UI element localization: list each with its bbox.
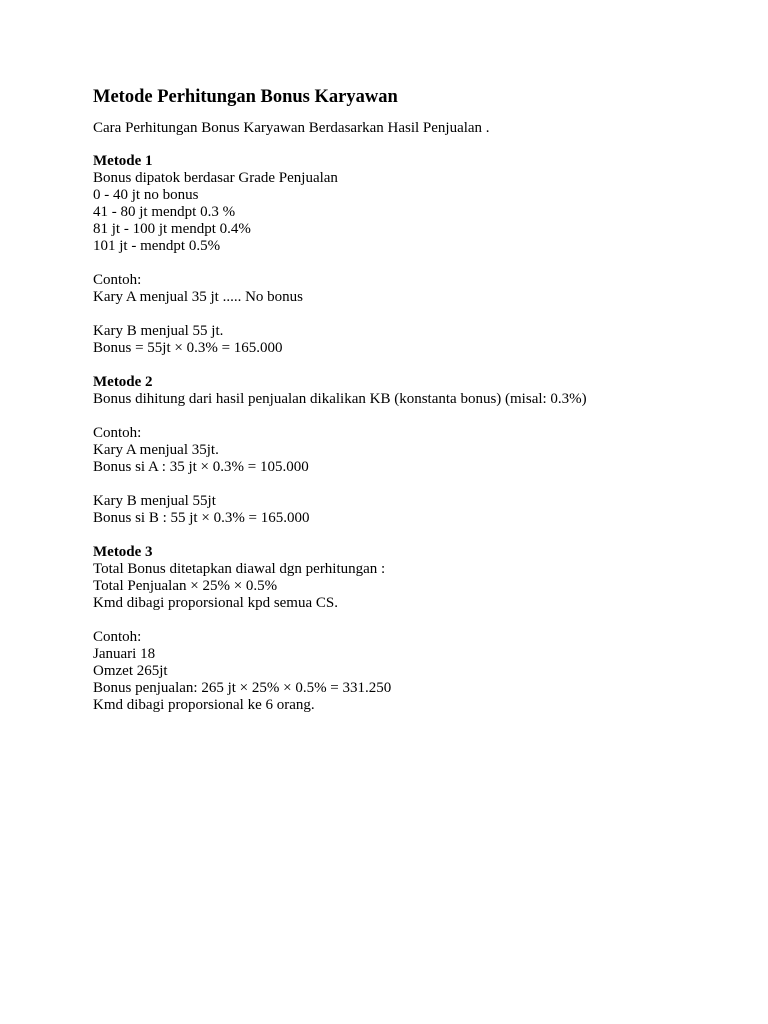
text-line: Kary B menjual 55jt [93,493,216,509]
text-line: Bonus penjualan: 265 jt × 25% × 0.5% = 331.250 [93,680,392,696]
text-line: Contoh: [93,425,142,441]
text-line: Contoh: [93,629,142,645]
text-line: 101 jt - mendpt 0.5% [93,238,221,254]
section-heading: Metode 3 [93,544,153,560]
text-line: 81 jt - 100 jt mendpt 0.4% [93,221,251,237]
text-line: Kary A menjual 35 jt ..... No bonus [93,289,303,305]
text-line: 0 - 40 jt no bonus [93,187,199,203]
text-line: Omzet 265jt [93,663,168,679]
text-block [93,170,733,255]
document-title: Metode Perhitungan Bonus Karyawan [93,87,398,107]
text-block [93,323,733,357]
text-line: Bonus dipatok berdasar Grade Penjualan [93,170,338,186]
text-line: Bonus dihitung dari hasil penjualan dikalikan KB (konstanta bonus) (misal: 0.3%) [93,391,587,407]
text-line: Contoh: [93,272,142,288]
text-block [93,391,733,408]
text-line: Kary B menjual 55 jt. [93,323,224,339]
text-line: Bonus si B : 55 jt × 0.3% = 165.000 [93,510,310,526]
intro-text: Cara Perhitungan Bonus Karyawan Berdasarkan Hasil Penjualan . [93,120,490,136]
text-block [93,561,733,612]
text-line: Bonus si A : 35 jt × 0.3% = 105.000 [93,459,309,475]
text-block [93,272,733,306]
text-line: 41 - 80 jt mendpt 0.3 % [93,204,236,220]
section-heading: Metode 1 [93,153,153,169]
text-line: Kmd dibagi proporsional ke 6 orang. [93,697,315,713]
text-line: Kary A menjual 35jt. [93,442,219,458]
text-line: Kmd dibagi proporsional kpd semua CS. [93,595,338,611]
text-block [93,629,733,714]
section-heading: Metode 2 [93,374,153,390]
text-block [93,493,733,527]
text-line: Bonus = 55jt × 0.3% = 165.000 [93,340,283,356]
document-page [93,86,733,731]
text-block [93,425,733,476]
section-metode-3 [93,544,733,714]
text-line: Januari 18 [93,646,156,662]
section-metode-1 [93,153,733,357]
text-line: Total Bonus ditetapkan diawal dgn perhitungan : [93,561,386,577]
section-metode-2 [93,374,733,527]
text-line: Total Penjualan × 25% × 0.5% [93,578,278,594]
